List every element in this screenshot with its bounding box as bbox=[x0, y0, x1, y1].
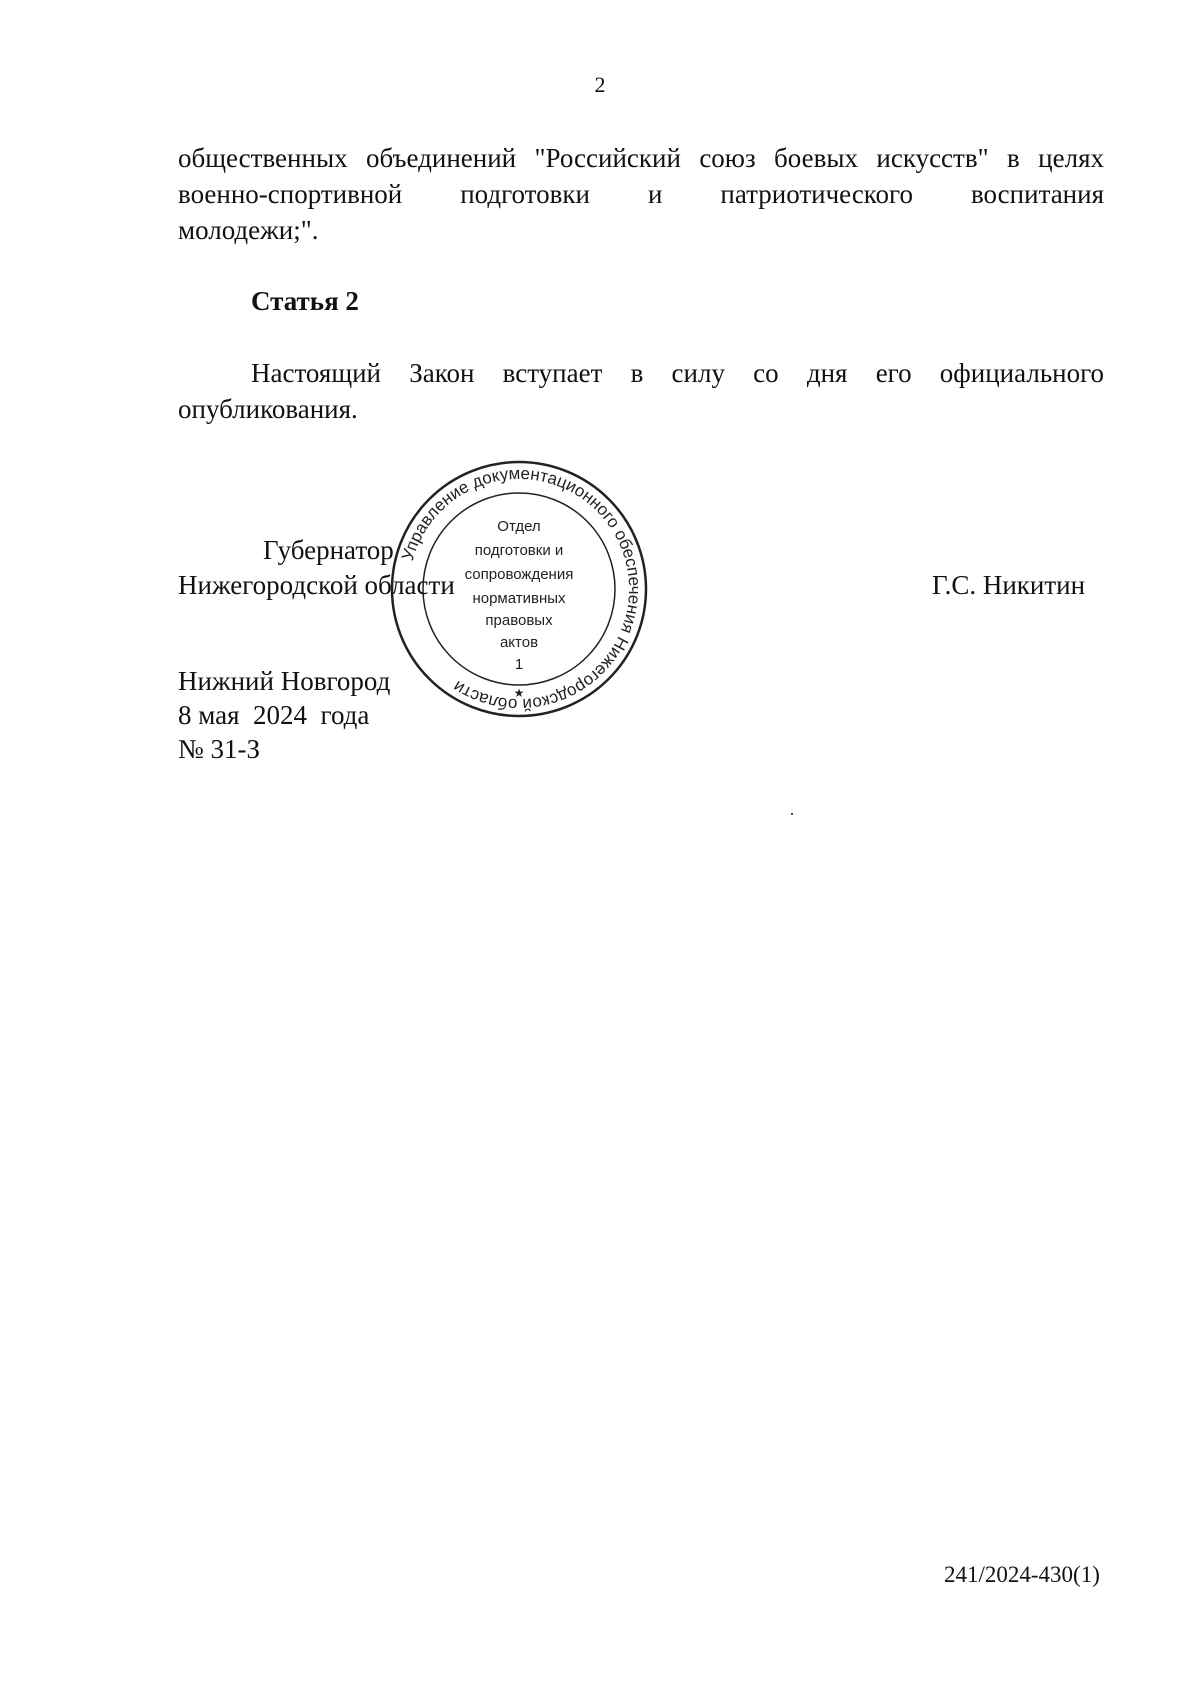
stamp-ring-text: Управление документационного обеспечения Нижегородской области bbox=[397, 463, 645, 715]
stamp-line: правовых bbox=[485, 612, 553, 629]
stamp-line: подготовки и bbox=[474, 542, 564, 559]
article-heading: Статья 2 bbox=[251, 286, 359, 316]
paragraph-line: военно-спортивной подготовки и патриотического воспитания bbox=[178, 179, 1104, 209]
paragraph-line: общественных объединений "Российский союз боевых искусств" в целях bbox=[178, 143, 1104, 173]
signing-date: 8 мая 2024 года bbox=[178, 700, 370, 730]
star-icon: ★ bbox=[513, 686, 525, 700]
place-of-signing: Нижний Новгород bbox=[178, 666, 391, 696]
signatory-region: Нижегородской области bbox=[178, 570, 455, 600]
stamp-line: нормативных bbox=[472, 590, 566, 607]
stamp-line: сопровождения bbox=[464, 566, 574, 583]
paragraph-line: молодежи;". bbox=[178, 215, 319, 245]
paragraph-article-2 bbox=[178, 355, 1104, 427]
stamp-line: 1 bbox=[514, 656, 524, 673]
law-number: № 31-З bbox=[178, 734, 261, 764]
paragraph-continuation bbox=[178, 140, 1104, 248]
signatory-title: Губернатор bbox=[263, 535, 394, 565]
stamp-line: актов bbox=[499, 634, 539, 651]
paragraph-line: Настоящий Закон вступает в силу со дня его официального bbox=[251, 358, 1104, 388]
signatory-name: Г.С. Никитин bbox=[932, 570, 1086, 600]
scan-speck bbox=[791, 813, 793, 815]
page-number: 2 bbox=[594, 72, 606, 97]
paragraph-line: опубликования. bbox=[178, 394, 358, 424]
stamp-line: Отдел bbox=[497, 518, 541, 535]
document-code: 241/2024-430(1) bbox=[944, 1562, 1100, 1587]
